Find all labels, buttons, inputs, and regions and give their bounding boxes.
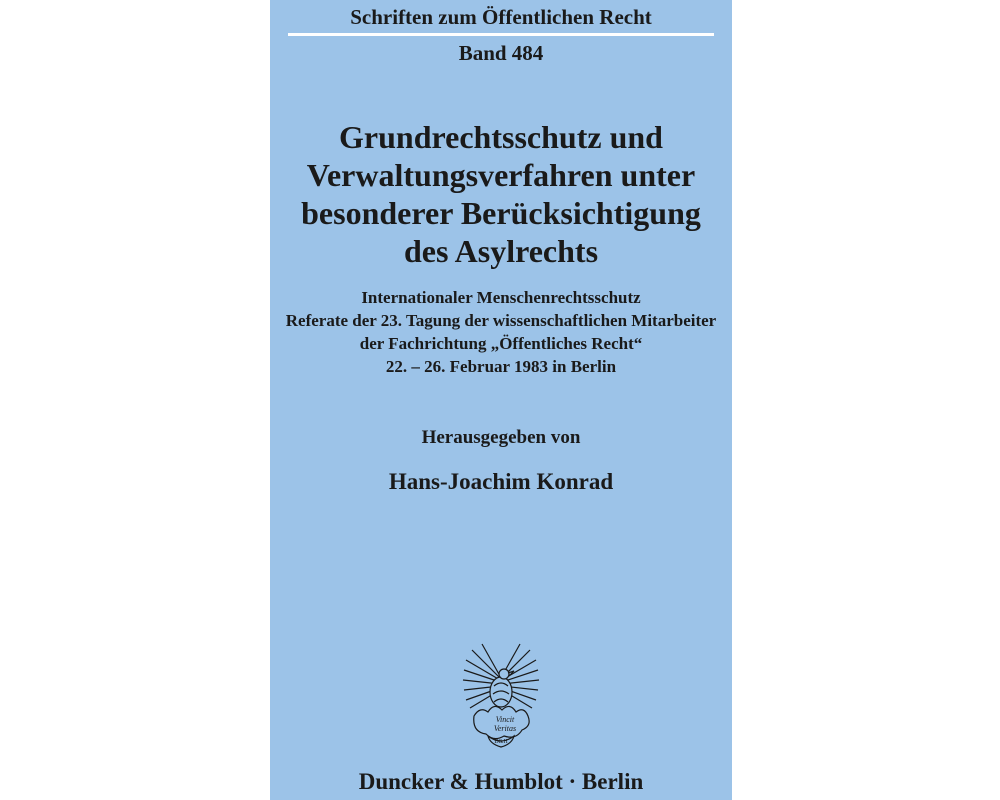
title-line: Verwaltungsverfahren unter bbox=[306, 157, 696, 193]
title-line: des Asylrechts bbox=[403, 233, 599, 269]
book-cover bbox=[270, 0, 732, 800]
logo-motto-line1: Vincit bbox=[495, 715, 515, 724]
title-line: Grundrechtsschutz und bbox=[339, 119, 663, 155]
header-divider bbox=[288, 33, 714, 36]
subtitle-line: 22. – 26. Februar 1983 in Berlin bbox=[385, 357, 617, 376]
logo-initials: D&H bbox=[494, 739, 508, 745]
book-subtitle bbox=[270, 286, 732, 378]
subtitle-line: Internationaler Menschenrechtsschutz bbox=[361, 288, 641, 307]
series-title: Schriften zum Öffentlichen Recht bbox=[350, 5, 652, 29]
subtitle-line: der Fachrichtung „Öffentliches Recht“ bbox=[359, 334, 643, 353]
editor-label: Herausgegeben von bbox=[421, 427, 581, 448]
publisher-imprint: Duncker & Humblot · Berlin bbox=[358, 769, 644, 794]
subtitle-line: Referate der 23. Tagung der wissenschaftlichen Mitarbeiter bbox=[285, 311, 717, 330]
editor-name: Hans-Joachim Konrad bbox=[388, 469, 614, 494]
logo-motto-line2: Veritas bbox=[493, 724, 517, 733]
volume-number: Band 484 bbox=[458, 41, 544, 65]
title-line: besonderer Berücksichtigung bbox=[301, 195, 701, 231]
phoenix-emblem-icon bbox=[460, 640, 542, 748]
book-title bbox=[270, 118, 732, 270]
